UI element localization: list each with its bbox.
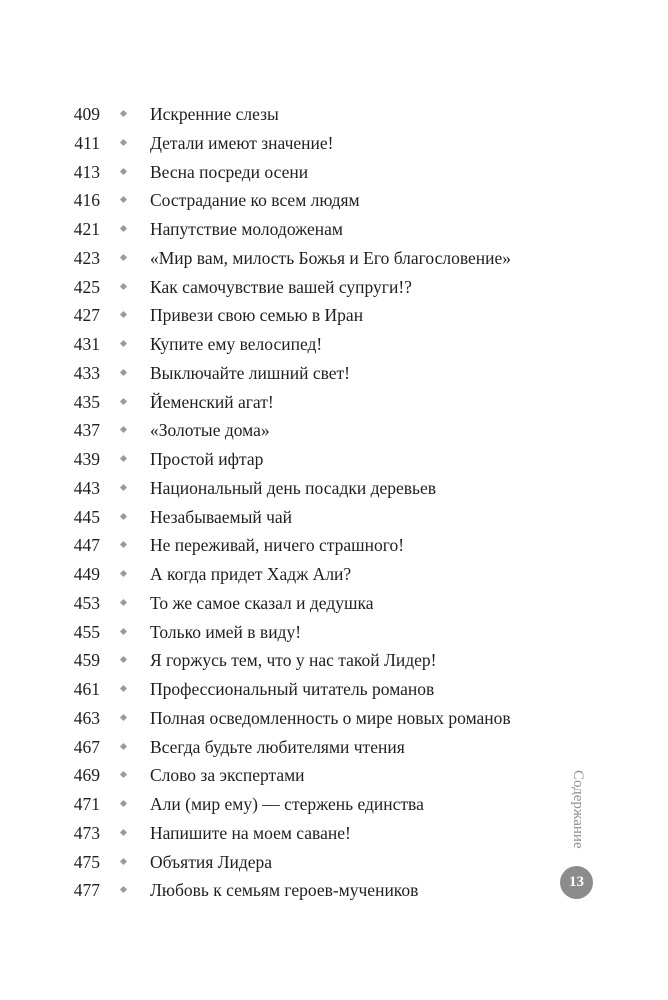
- diamond-bullet-icon: [120, 771, 127, 778]
- toc-title: Али (мир ему) — стержень единства: [150, 794, 424, 814]
- toc-entry: [60, 531, 560, 560]
- toc-title: Привези свою семью в Иран: [150, 305, 364, 326]
- toc-title: Слово за экспертами: [150, 765, 305, 786]
- toc-title: Любовь к семьям героев-мучеников: [150, 880, 419, 901]
- diamond-bullet-icon: [120, 340, 127, 347]
- toc-entry: [60, 273, 560, 302]
- toc-page-number: 453: [73, 592, 100, 613]
- toc-title: Выключайте лишний свет!: [150, 362, 351, 383]
- toc-entry: [60, 388, 560, 417]
- toc-page-number: 439: [73, 449, 100, 469]
- toc-title: «Мир вам, милость Божья и Его благословение»: [150, 247, 512, 268]
- toc-entry: [60, 215, 560, 244]
- toc-page-number: 467: [73, 736, 100, 757]
- toc-page-number: 409: [73, 104, 100, 124]
- toc-entry: [60, 819, 560, 848]
- toc-title: Я горжусь тем, что у нас такой Лидер!: [150, 650, 437, 671]
- toc-title: Полная осведомленность о мире новых романов: [150, 707, 511, 728]
- diamond-bullet-icon: [120, 800, 127, 807]
- toc-title: Искренние слезы: [150, 104, 279, 124]
- toc-entry: [60, 704, 560, 733]
- toc-entry: [60, 560, 560, 589]
- diamond-bullet-icon: [120, 599, 127, 606]
- toc-title: Весна посреди осени: [150, 161, 309, 182]
- toc-entry: [60, 503, 560, 532]
- toc-title: То же самое сказал и дедушка: [150, 592, 374, 613]
- diamond-bullet-icon: [120, 369, 127, 376]
- diamond-bullet-icon: [120, 484, 127, 491]
- section-label: [566, 770, 590, 865]
- diamond-bullet-icon: [120, 110, 127, 117]
- toc-page-number: 471: [73, 794, 100, 814]
- toc-entry: [60, 416, 560, 445]
- toc-entry: [60, 445, 560, 474]
- toc-page-number: 437: [73, 420, 100, 441]
- toc-entry: [60, 589, 560, 618]
- toc-page-number: 459: [73, 650, 100, 671]
- table-of-contents: [60, 100, 560, 905]
- toc-title: Всегда будьте любителями чтения: [150, 736, 405, 757]
- toc-title: Незабываемый чай: [150, 506, 293, 527]
- toc-page-number: 416: [73, 190, 100, 211]
- toc-page-number: 449: [73, 564, 100, 584]
- toc-page-number: 463: [73, 707, 100, 728]
- diamond-bullet-icon: [120, 627, 127, 634]
- diamond-bullet-icon: [120, 397, 127, 404]
- diamond-bullet-icon: [120, 656, 127, 663]
- toc-page-number: 455: [73, 621, 100, 642]
- toc-title: Как самочувствие вашей супруги!?: [150, 276, 412, 297]
- diamond-bullet-icon: [120, 225, 127, 232]
- toc-page-number: 413: [73, 161, 100, 182]
- toc-title: Купите ему велосипед!: [150, 334, 323, 354]
- toc-entry: [60, 733, 560, 762]
- diamond-bullet-icon: [120, 167, 127, 174]
- toc-page-number: 411: [74, 132, 100, 153]
- diamond-bullet-icon: [120, 139, 127, 146]
- toc-entry: [60, 359, 560, 388]
- toc-page-number: 427: [73, 305, 100, 326]
- toc-title: Напишите на моем саване!: [150, 822, 351, 843]
- toc-title: Национальный день посадки деревьев: [150, 477, 437, 498]
- diamond-bullet-icon: [120, 685, 127, 692]
- toc-title: Простой ифтар: [150, 449, 264, 469]
- toc-page-number: 461: [73, 679, 100, 699]
- toc-page-number: 447: [73, 535, 100, 556]
- toc-title: Только имей в виду!: [150, 621, 302, 642]
- toc-entry: [60, 790, 560, 819]
- diamond-bullet-icon: [120, 829, 127, 836]
- toc-page-number: 473: [73, 822, 100, 843]
- toc-entry: [60, 186, 560, 215]
- toc-page-number: 445: [73, 506, 100, 527]
- toc-entry: [60, 100, 560, 129]
- toc-title: Объятия Лидера: [150, 851, 273, 872]
- toc-title: Йеменский агат!: [150, 391, 274, 412]
- diamond-bullet-icon: [120, 196, 127, 203]
- page-number-badge: 13: [560, 866, 593, 899]
- toc-entry: [60, 129, 560, 158]
- toc-entry: [60, 618, 560, 647]
- toc-page-number: 425: [73, 276, 100, 297]
- toc-page-number: 431: [73, 334, 100, 354]
- diamond-bullet-icon: [120, 426, 127, 433]
- toc-title: Напутствие молодоженам: [150, 219, 343, 239]
- toc-title: Профессиональный читатель романов: [150, 679, 435, 699]
- diamond-bullet-icon: [120, 541, 127, 548]
- toc-entry: [60, 301, 560, 330]
- toc-entry: [60, 330, 560, 359]
- toc-page-number: 423: [73, 247, 100, 268]
- toc-entry: [60, 876, 560, 905]
- diamond-bullet-icon: [120, 282, 127, 289]
- toc-title: А когда придет Хадж Али?: [150, 564, 352, 584]
- toc-page-number: 435: [73, 391, 100, 412]
- diamond-bullet-icon: [120, 570, 127, 577]
- section-label-text: Содержание: [570, 770, 586, 849]
- toc-entry: [60, 646, 560, 675]
- toc-entry: [60, 474, 560, 503]
- toc-title: Детали имеют значение!: [150, 132, 334, 153]
- toc-page-number: 421: [73, 219, 100, 239]
- diamond-bullet-icon: [120, 742, 127, 749]
- toc-title: Не переживай, ничего страшного!: [150, 535, 405, 556]
- toc-page-number: 469: [73, 765, 100, 786]
- toc-page-number: 443: [73, 477, 100, 498]
- toc-page-number: 433: [73, 362, 100, 383]
- diamond-bullet-icon: [120, 254, 127, 261]
- diamond-bullet-icon: [120, 886, 127, 893]
- toc-entry: [60, 158, 560, 187]
- toc-page-number: 475: [73, 851, 100, 872]
- toc-entry: [60, 675, 560, 704]
- diamond-bullet-icon: [120, 311, 127, 318]
- toc-title: Сострадание ко всем людям: [150, 190, 360, 211]
- diamond-bullet-icon: [120, 455, 127, 462]
- diamond-bullet-icon: [120, 512, 127, 519]
- toc-title: «Золотые дома»: [150, 420, 270, 441]
- toc-entry: [60, 244, 560, 273]
- toc-entry: [60, 761, 560, 790]
- diamond-bullet-icon: [120, 857, 127, 864]
- toc-entry: [60, 848, 560, 877]
- diamond-bullet-icon: [120, 714, 127, 721]
- toc-page-number: 477: [73, 880, 100, 901]
